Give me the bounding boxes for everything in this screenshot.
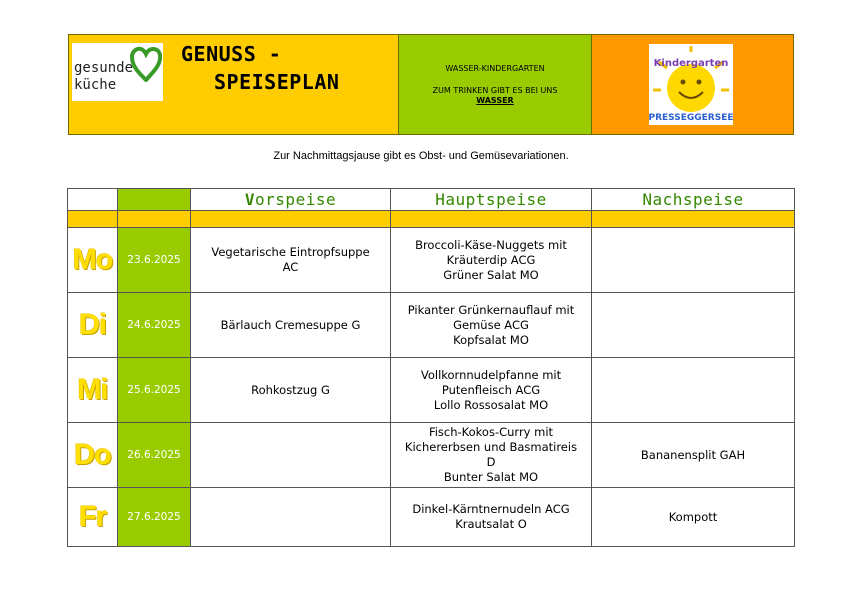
col-header-nachspeise: Nachspeise xyxy=(592,189,795,211)
day-label: Mo xyxy=(72,243,113,276)
hauptspeise-line: Putenfleisch ACG xyxy=(441,382,541,397)
day-label: Mi xyxy=(77,373,108,406)
hauptspeise-cell xyxy=(391,228,592,293)
nachspeise-cell xyxy=(592,293,795,358)
day-cell xyxy=(68,423,118,488)
afternoon-snack-note: Zur Nachmittagsjause gibt es Obst- und Gemüsevariationen. xyxy=(273,150,569,162)
date-cell: 23.6.2025 xyxy=(118,228,191,293)
vorspeise-cell xyxy=(191,488,391,547)
hauptspeise-line: Bunter Salat MO xyxy=(443,470,539,484)
water-info-panel xyxy=(399,35,592,134)
kindergarten-logo-panel xyxy=(592,35,793,134)
logo-text xyxy=(74,60,133,94)
vorspeise-line: Vegetarische Eintropfsuppe xyxy=(211,245,370,259)
day-cell xyxy=(68,488,118,547)
day-label: Do xyxy=(74,438,111,471)
hauptspeise-line: Lollo Rossosalat MO xyxy=(433,397,549,412)
separator-cell xyxy=(592,211,795,228)
separator-cell xyxy=(118,211,191,228)
vorspeise-line: Bärlauch Cremesuppe G xyxy=(220,317,361,332)
water-info-line1: WASSER-KINDERGARTEN xyxy=(445,63,545,73)
water-info-strong: WASSER xyxy=(476,95,514,105)
vorspeise-cell xyxy=(191,358,391,423)
hauptspeise-cell xyxy=(391,358,592,423)
table-header-row xyxy=(68,189,795,211)
date-cell: 26.6.2025 xyxy=(118,423,191,488)
separator-cell xyxy=(68,211,118,228)
hauptspeise-line: Krautsalat O xyxy=(455,517,527,531)
hauptspeise-line: D xyxy=(486,455,496,469)
day-cell xyxy=(68,293,118,358)
page-title-line1: GENUSS - xyxy=(181,42,282,66)
water-info-line2: ZUM TRINKEN GIBT ES BEI UNS xyxy=(432,85,558,95)
day-label: Di xyxy=(79,308,106,341)
kindergarten-logo xyxy=(649,44,733,125)
day-cell xyxy=(68,228,118,293)
day-cell xyxy=(68,358,118,423)
logo-text-line1: gesunde xyxy=(74,60,134,76)
hauptspeise-line: Broccoli-Käse-Nuggets mit xyxy=(415,237,567,252)
hauptspeise-line: Gemüse ACG xyxy=(453,317,529,332)
vorspeise-cell xyxy=(191,228,391,293)
vorspeise-cell xyxy=(191,293,391,358)
logo-text-line2: küche xyxy=(74,77,117,93)
hauptspeise-line: Dinkel-Kärntnernudeln ACG xyxy=(412,502,570,516)
hauptspeise-cell xyxy=(391,488,592,547)
logo-arc-text: Kindergarten xyxy=(653,58,729,69)
hauptspeise-line: Vollkornnudelpfanne mit xyxy=(420,367,562,382)
hauptspeise-line: Kopfsalat MO xyxy=(453,332,529,347)
separator-row xyxy=(68,211,795,228)
hauptspeise-line: Pikanter Grünkernauflauf mit xyxy=(407,302,575,317)
gesunde-kueche-logo xyxy=(72,43,163,101)
table-row xyxy=(68,293,795,358)
col-header-hauptspeise: Hauptspeise xyxy=(391,189,592,211)
hauptspeise-line: Grüner Salat MO xyxy=(443,267,539,282)
menu-table xyxy=(67,188,795,547)
hauptspeise-line: Fisch-Kokos-Curry mit xyxy=(428,425,554,439)
date-cell: 24.6.2025 xyxy=(118,293,191,358)
hauptspeise-cell xyxy=(391,293,592,358)
header-day-cell xyxy=(68,189,118,211)
vorspeise-line: Rohkostzug G xyxy=(251,382,330,397)
table-row xyxy=(68,423,795,488)
sun-icon xyxy=(649,44,733,125)
date-cell: 27.6.2025 xyxy=(118,488,191,547)
nachspeise-cell xyxy=(592,358,795,423)
nachspeise-cell xyxy=(592,423,795,488)
vorspeise-cell xyxy=(191,423,391,488)
vorspeise-line: AC xyxy=(282,260,299,274)
heart-icon xyxy=(130,46,162,82)
nachspeise-cell xyxy=(592,488,795,547)
logo-name-text: PRESSEGGERSEE xyxy=(649,113,733,123)
table-row xyxy=(68,488,795,547)
col-header-vorspeise-rest: orspeise xyxy=(255,190,337,209)
page-title-line2: SPEISEPLAN xyxy=(214,70,340,94)
separator-cell xyxy=(391,211,592,228)
day-label: Fr xyxy=(79,500,106,533)
table-row xyxy=(68,228,795,293)
menu-header xyxy=(68,34,794,135)
col-header-vorspeise xyxy=(191,189,391,211)
hauptspeise-line: Kichererbsen und Basmatireis xyxy=(404,440,578,454)
date-cell: 25.6.2025 xyxy=(118,358,191,423)
hauptspeise-cell xyxy=(391,423,592,488)
nachspeise-cell xyxy=(592,228,795,293)
separator-cell xyxy=(191,211,391,228)
nachspeise-line: Kompott xyxy=(668,509,718,524)
table-row xyxy=(68,358,795,423)
header-title-panel xyxy=(69,35,399,134)
header-date-cell xyxy=(118,189,191,211)
col-header-vorspeise-first: V xyxy=(244,190,256,209)
nachspeise-line: Bananensplit GAH xyxy=(640,447,746,462)
hauptspeise-line: Kräuterdip ACG xyxy=(446,252,536,267)
